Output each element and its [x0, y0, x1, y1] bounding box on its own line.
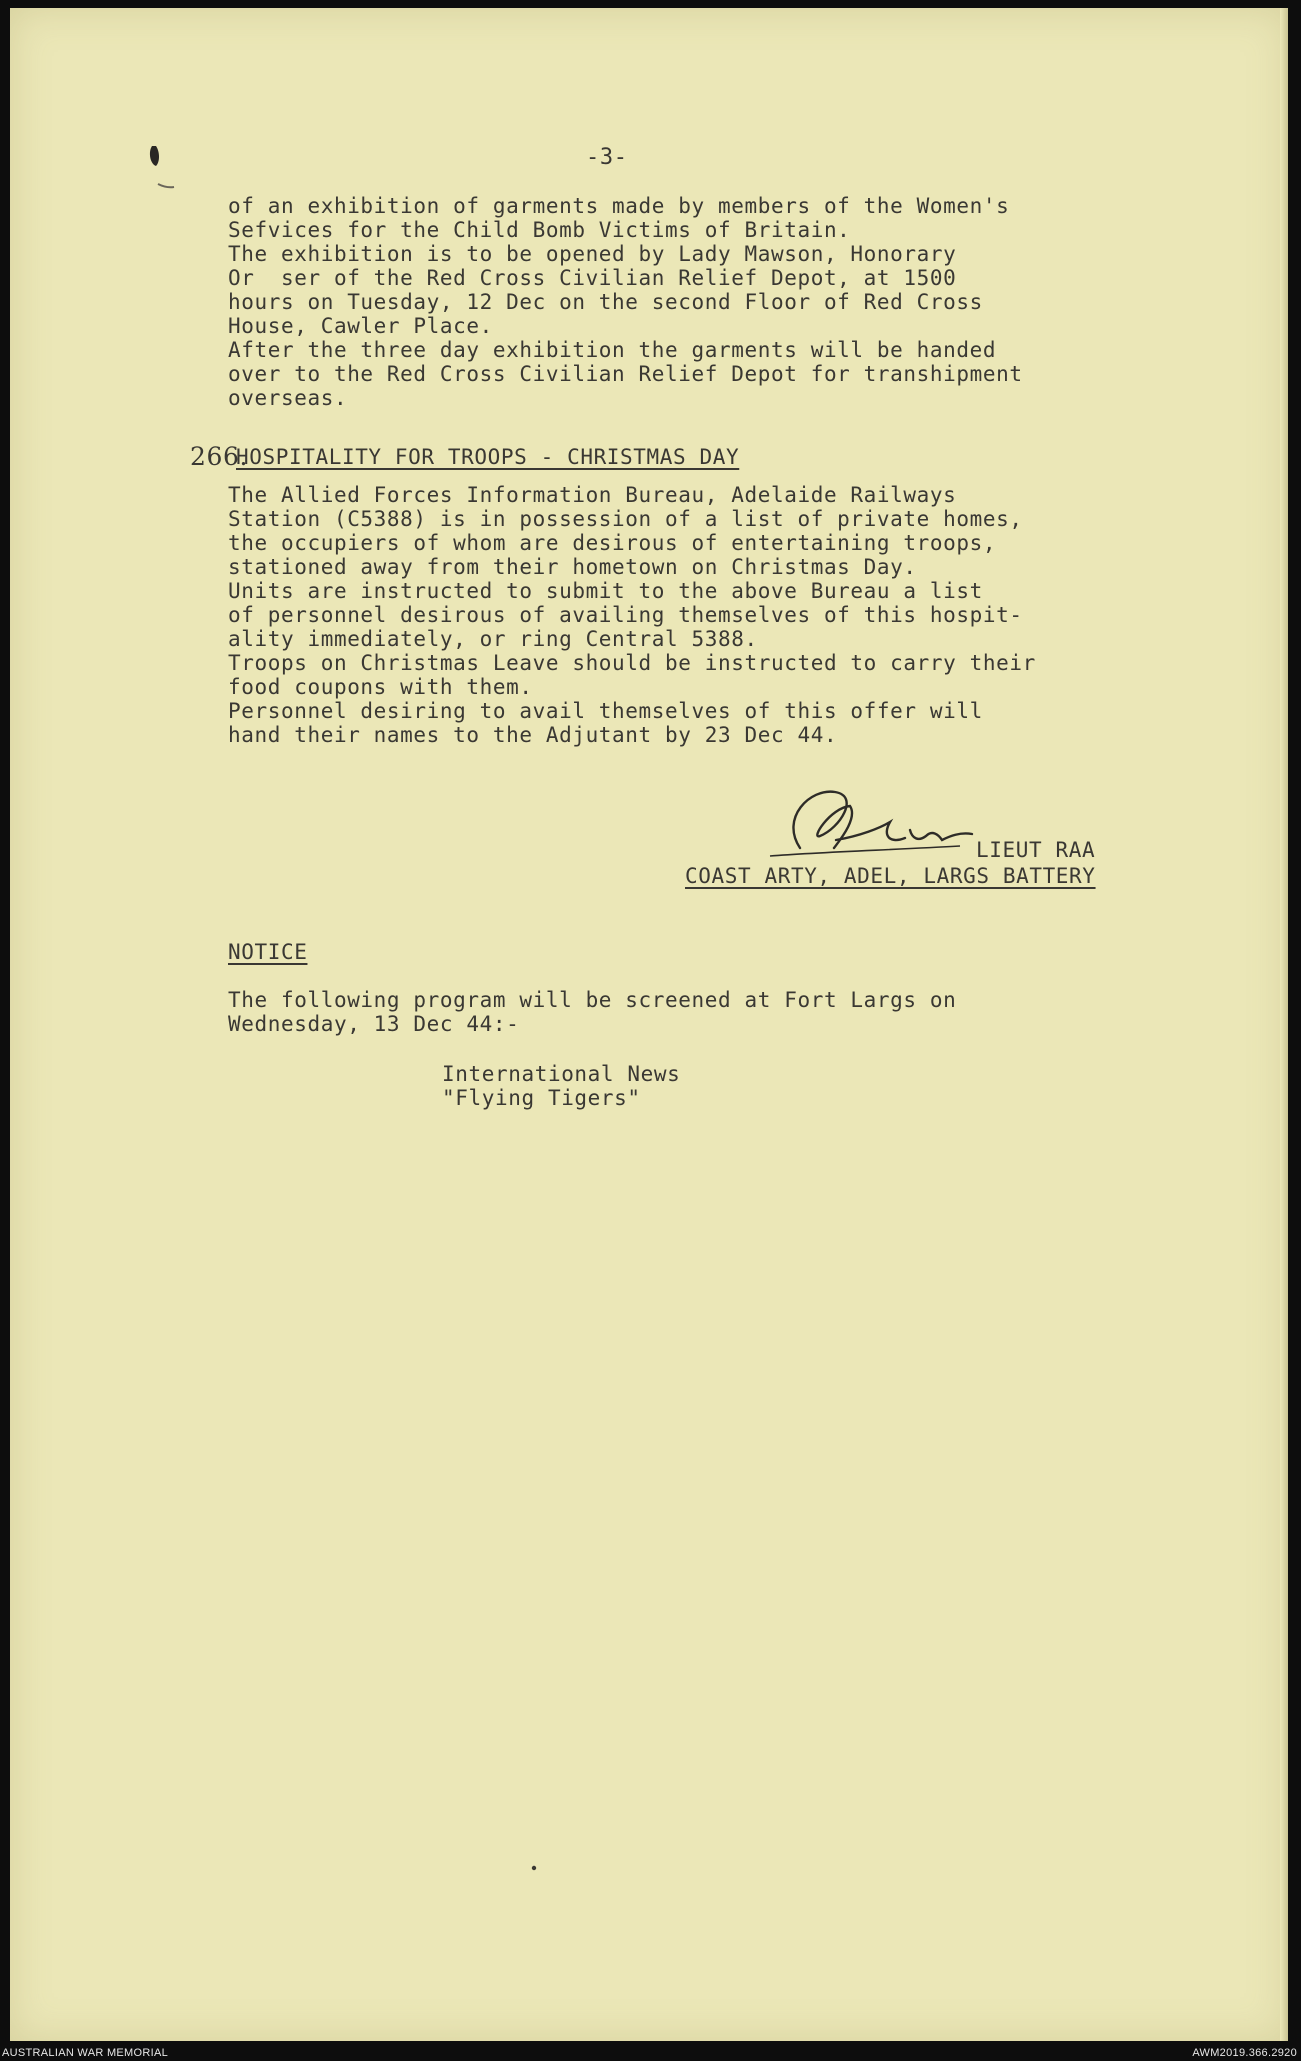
handwritten-signature	[740, 778, 990, 868]
notice-paragraph: The following program will be screened at Fort Largs on Wednesday, 13 Dec 44:-	[228, 988, 957, 1036]
document-page	[10, 8, 1288, 2041]
program-list: International News "Flying Tigers"	[442, 1062, 681, 1110]
notice-heading: NOTICE	[228, 940, 308, 964]
hospitality-paragraph: The Allied Forces Information Bureau, Adelaide Railways Station (C5388) is in possession of a list of private homes, the occupiers of whom are desirous of entertaining troops, stationed away from their hometown on Christmas Day. Units are instructed to submit to the above Bureau a list of personnel desirous of availing themselves of this hospit- ality immediately, or ring Central 5388. Troops on Christmas Leave should be instructed to carry their food coupons with them. Personnel desiring to avail themselves of this offer will hand their names to the Adjutant by 23 Dec 44.	[228, 483, 1036, 747]
signature-rank: LIEUT RAA	[976, 838, 1096, 862]
punch-mark	[140, 138, 180, 198]
page-number: -3-	[586, 145, 628, 170]
signature-unit: COAST ARTY, ADEL, LARGS BATTERY	[685, 864, 1096, 888]
hospitality-heading: HOSPITALITY FOR TROOPS - CHRISTMAS DAY	[236, 445, 740, 469]
exhibition-paragraph: of an exhibition of garments made by members of the Women's Sefvices for the Child Bomb Victims of Britain. The exhibition is to be opened by Lady Mawson, Honorary Or ser of the Red Cross Civilian Relief Depot, at 1500 hours on Tuesday, 12 Dec on the second Floor of Red Cross House, Cawler Place. After the three day exhibition the garments will be handed over to the Red Cross Civilian Relief Depot for transhipment overseas.	[228, 194, 1023, 410]
paper-edge-shadow	[1280, 8, 1288, 2041]
item-number-266: 266.	[190, 442, 249, 471]
footer-archive-id: AWM2019.366.2920	[1192, 2047, 1297, 2059]
footer-archive-name: AUSTRALIAN WAR MEMORIAL	[2, 2047, 169, 2059]
ink-speck	[530, 1863, 540, 1875]
